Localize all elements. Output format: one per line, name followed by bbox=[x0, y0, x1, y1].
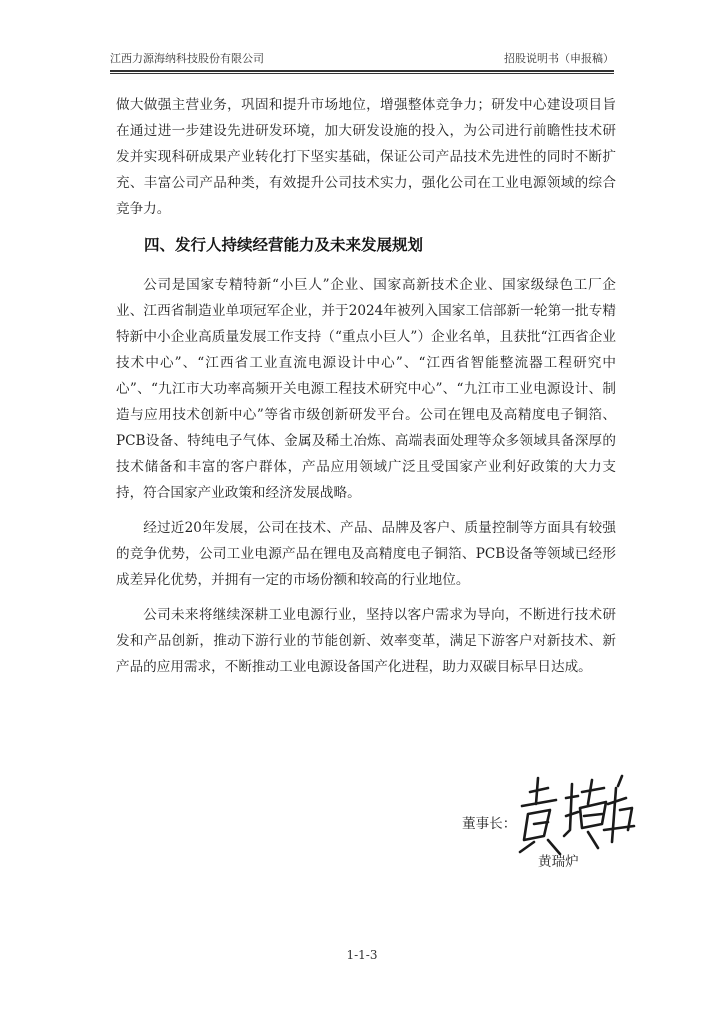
chairman-name: 黄瑞炉 bbox=[538, 854, 579, 870]
chairman-label: 董事长： bbox=[462, 816, 517, 832]
paragraph-company-honors: 公司是国家专精特新“小巨人”企业、国家高新技术企业、国家级绿色工厂企业、江西省制造业单项冠军企业，并于2024年被列入国家工信部新一轮第一批专精特新中小企业高质量发展工作支持（“重点小巨人”）企业名单，且获批“江西省企业技术中心”、“江西省工业直流电源设计中心”、“江西省智能整流器工程研究中心”、“九江市大功率高频开关电源工程技术研究中心”、“九江市工业电源设计、制造与应用技术创新中心”等省市级创新研发平台。公司在锂电及高精度电子铜箔、PCB设备、特纯电子气体、金属及稀土冶炼、高端表面处理等众多领域具备深厚的技术储备和丰富的客户群体，产品应用领域广泛且受国家产业利好政策的大力支持，符合国家产业政策和经济发展战略。 bbox=[116, 277, 616, 501]
paragraph-continued: 做大做强主营业务，巩固和提升市场地位，增强整体竞争力；研发中心建设项目旨在通过进一步建设先进研发环境，加大研发设施的投入，为公司进行前瞻性技术研发并实现科研成果产业转化打下坚实基础，保证公司产品技术先进性的同时不断扩充、丰富公司产品种类，有效提升公司技术实力，强化公司在工业电源领域的综合竞争力。 bbox=[116, 97, 616, 217]
header-doc-title: 招股说明书（申报稿） bbox=[504, 52, 614, 65]
paragraph-future-plan: 公司未来将继续深耕工业电源行业，坚持以客户需求为导向，不断进行技术研发和产品创新，推动下游行业的节能创新、效率变革，满足下游客户对新技术、新产品的应用需求，不断推动工业电源设备国产化进程，助力双碳目标早日达成。 bbox=[116, 607, 616, 675]
page-number: 1-1-3 bbox=[346, 948, 378, 962]
page-header bbox=[110, 48, 614, 72]
paragraph-development: 经过近20年发展，公司在技术、产品、品牌及客户、质量控制等方面具有较强的竞争优势，公司工业电源产品在锂电及高精度电子铜箔、PCB设备等领域已经形成差异化优势，并拥有一定的市场份额和较高的行业地位。 bbox=[116, 520, 616, 588]
header-company: 江西力源海纳科技股份有限公司 bbox=[110, 52, 264, 65]
document-body bbox=[116, 92, 616, 689]
section-title: 四、发行人持续经营能力及未来发展规划 bbox=[144, 236, 424, 254]
header-rule bbox=[110, 73, 614, 74]
